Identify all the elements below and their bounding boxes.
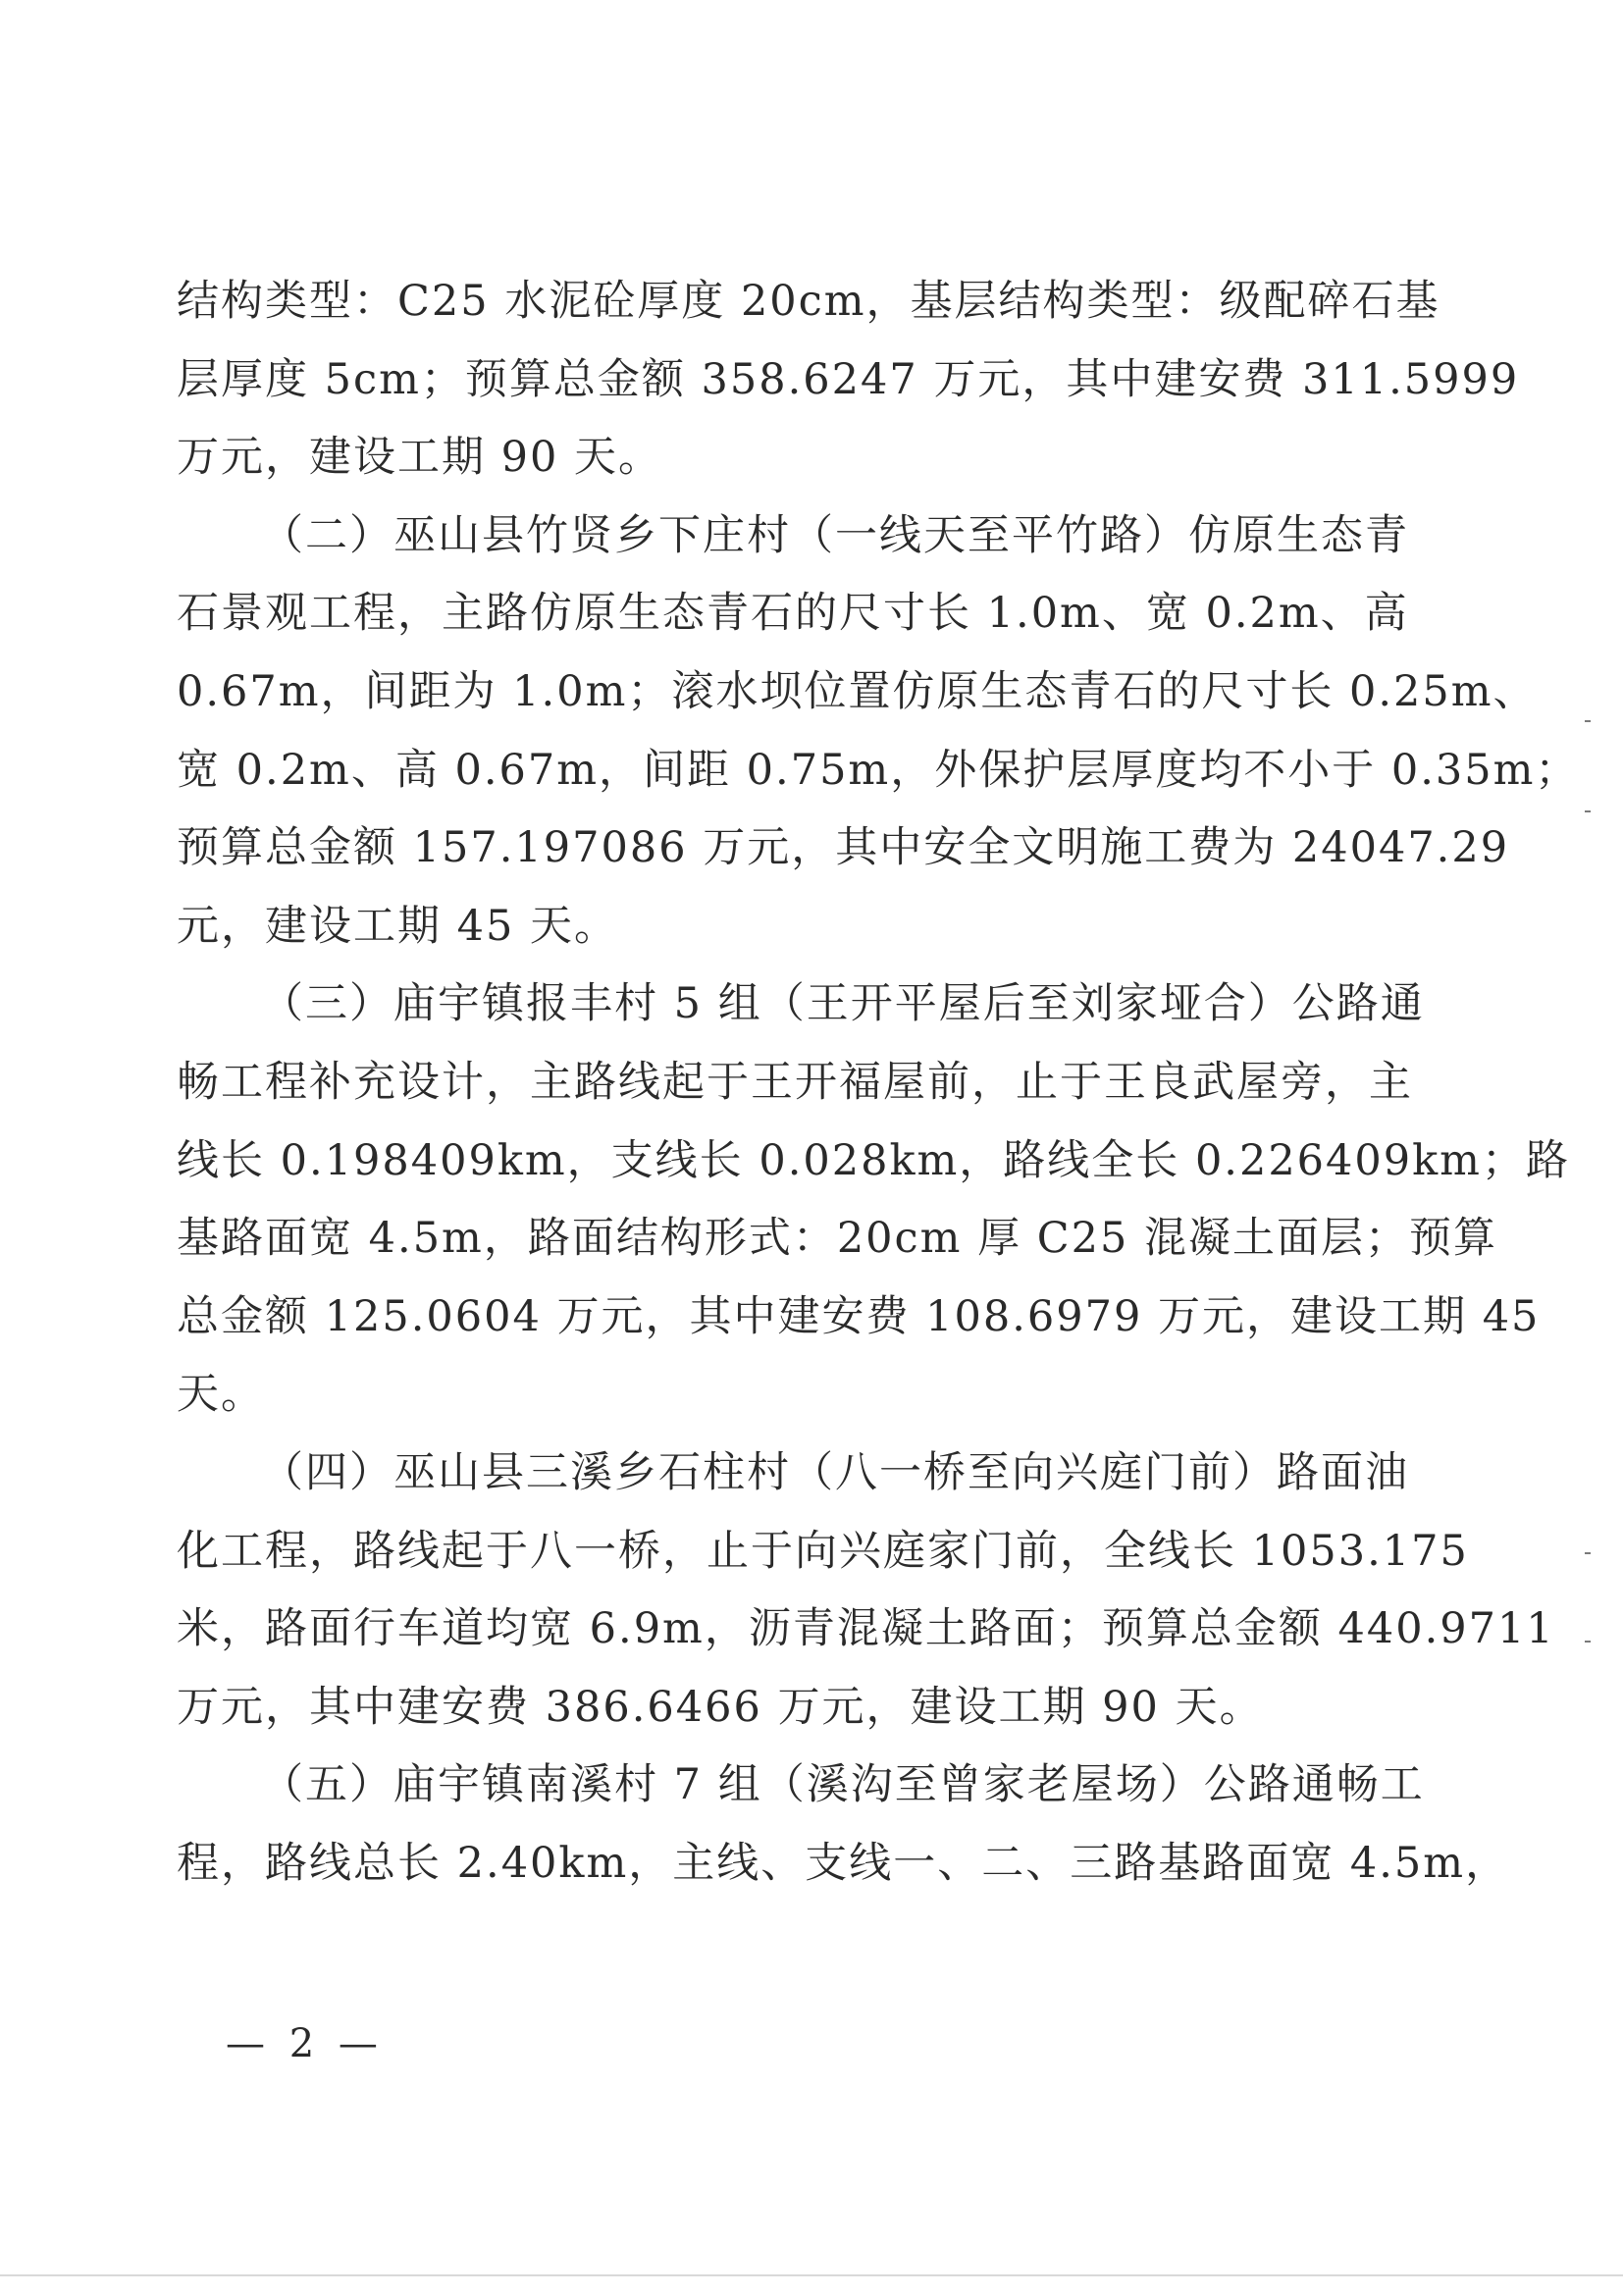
text-line: 万元，其中建安费 386.6466 万元，建设工期 90 天。 [177, 1682, 1264, 1732]
text-line: 米，路面行车道均宽 6.9m，沥青混凝土路面；预算总金额 440.9711 [177, 1604, 1555, 1654]
text-line: 程，路线总长 2.40km，主线、支线一、二、三路基路面宽 4.5m， [177, 1838, 1510, 1888]
text-line: 线长 0.198409km，支线长 0.028km，路线全长 0.226409km；路 [177, 1135, 1570, 1185]
paragraph-start-line: （二）巫山县竹贤乡下庄村（一线天至平竹路）仿原生态青 [261, 510, 1409, 560]
text-line: 天。 [177, 1370, 265, 1420]
scan-speck [1585, 810, 1591, 812]
text-line: 万元，建设工期 90 天。 [177, 433, 663, 483]
text-line: 畅工程补充设计，主路线起于王开福屋前，止于王良武屋旁，主 [177, 1057, 1413, 1107]
paragraph-start-line: （五）庙宇镇南溪村 7 组（溪沟至曾家老屋场）公路通畅工 [261, 1760, 1425, 1810]
text-line: 结构类型：C25 水泥砼厚度 20cm，基层结构类型：级配碎石基 [177, 277, 1440, 326]
text-line: 基路面宽 4.5m，路面结构形式：20cm 厚 C25 混凝土面层；预算 [177, 1214, 1498, 1264]
scan-speck [1585, 1552, 1591, 1554]
paragraph-start-line: （四）巫山县三溪乡石柱村（八一桥至向兴庭门前）路面油 [261, 1447, 1409, 1497]
text-line: 0.67m，间距为 1.0m；滚水坝位置仿原生态青石的尺寸长 0.25m、 [177, 666, 1538, 716]
text-line: 宽 0.2m、高 0.67m，间距 0.75m，外保护层厚度均不小于 0.35m； [177, 745, 1580, 795]
text-line: 层厚度 5cm；预算总金额 358.6247 万元，其中建安费 311.5999 [177, 354, 1520, 404]
text-line: 预算总金额 157.197086 万元，其中安全文明施工费为 24047.29 [177, 823, 1510, 873]
text-line: 化工程，路线起于八一桥，止于向兴庭家门前，全线长 1053.175 [177, 1526, 1469, 1576]
scan-speck [1585, 720, 1591, 722]
paragraph-start-line: （三）庙宇镇报丰村 5 组（王开平屋后至刘家垭合）公路通 [261, 979, 1425, 1029]
text-line: 元，建设工期 45 天。 [177, 901, 619, 951]
text-line: 石景观工程，主路仿原生态青石的尺寸长 1.0m、宽 0.2m、高 [177, 589, 1409, 639]
scan-edge-line [0, 2274, 1623, 2276]
scan-speck [1585, 1641, 1591, 1643]
body-text [177, 263, 1580, 1903]
page-number: — 2 — [226, 2021, 384, 2066]
text-line: 总金额 125.0604 万元，其中建安费 108.6979 万元，建设工期 45 [177, 1291, 1541, 1341]
